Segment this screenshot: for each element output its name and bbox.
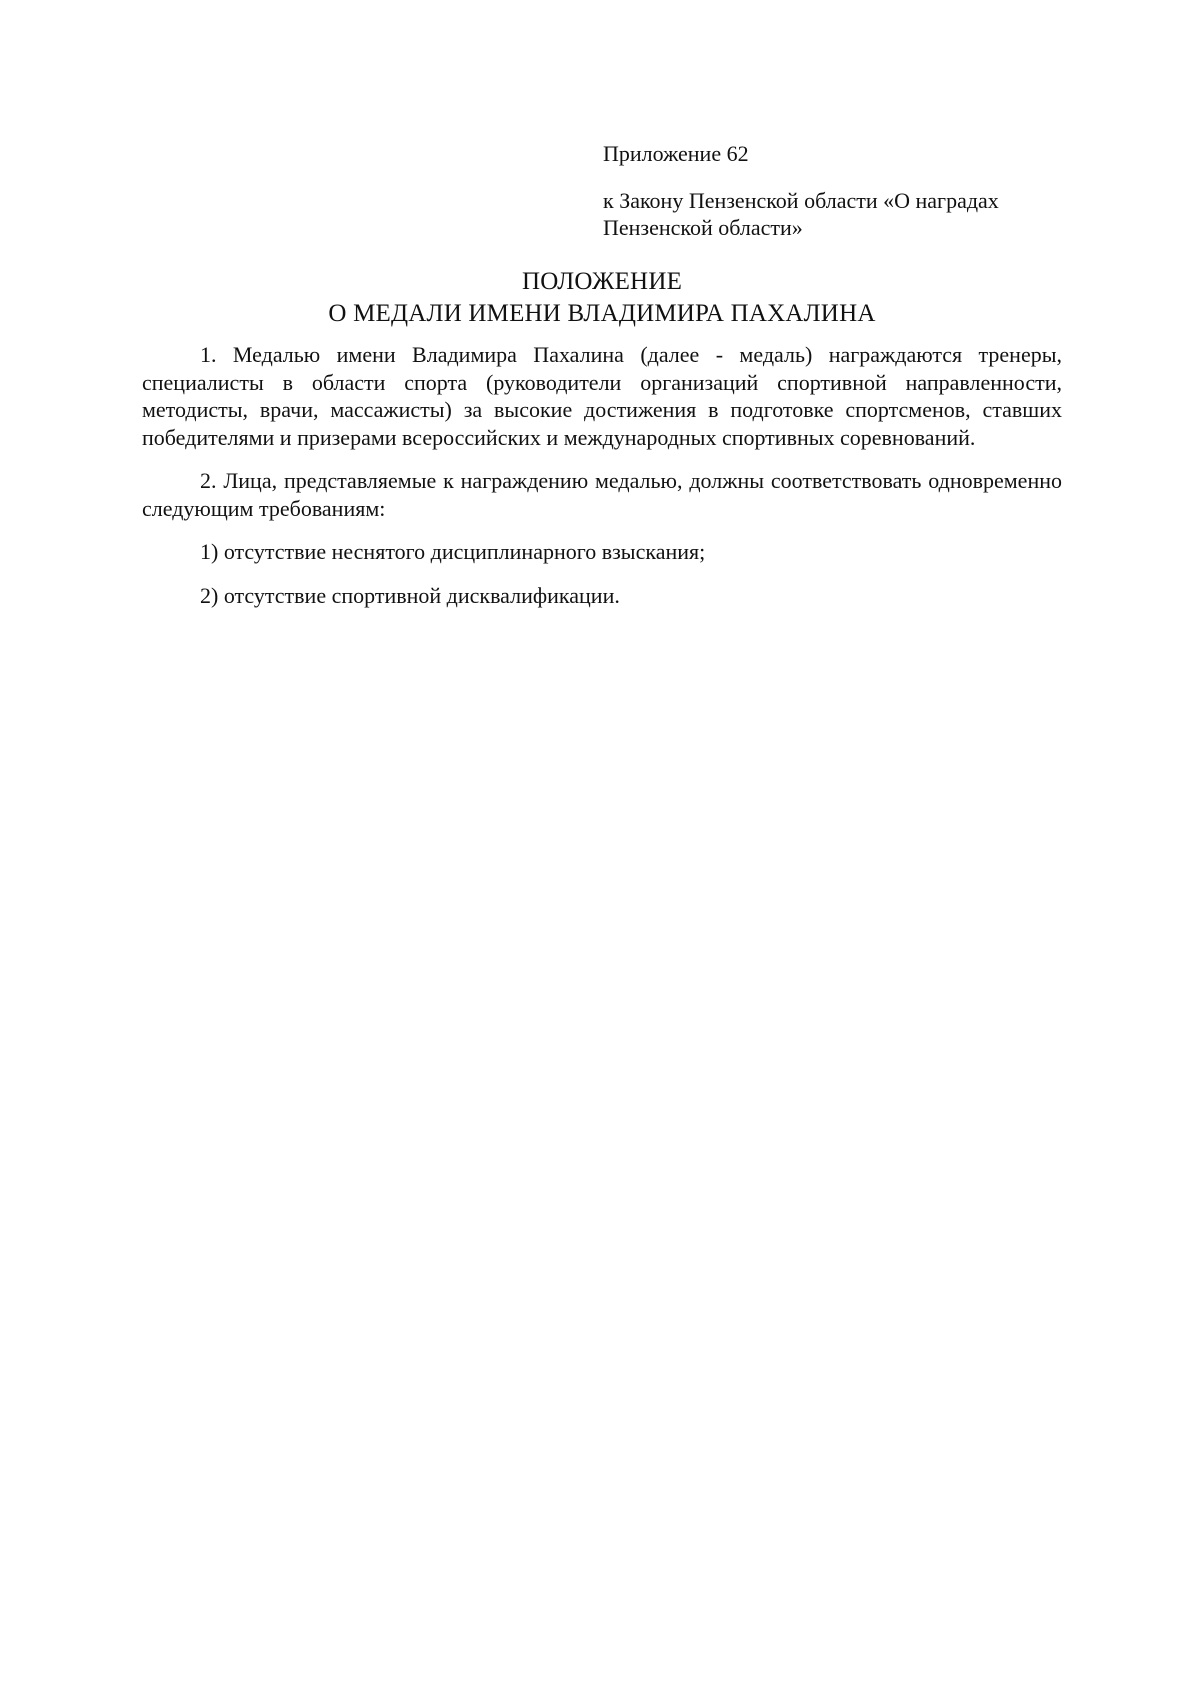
list-item-1: 1) отсутствие неснятого дисциплинарного взыскания;: [200, 539, 706, 564]
annex-number: Приложение 62: [603, 141, 749, 166]
document-title: [142, 266, 1062, 330]
list-item-2: 2) отсутствие спортивной дисквалификации.: [200, 582, 620, 608]
title-line-2: О МЕДАЛИ ИМЕНИ ВЛАДИМИРА ПАХАЛИНА: [328, 300, 876, 327]
paragraph-1: 1. Медалью имени Владимира Пахалина (далее - медаль) награждаются тренеры, специалисты в области спорта (руководители организаций спортивной направленности, методисты, врачи, массажисты) за высокие достижения в подготовке спортсменов, ставших победителями и призерами всероссийских и международных спортивных соревнований.: [142, 342, 1062, 450]
title-line-1: ПОЛОЖЕНИЕ: [521, 268, 683, 295]
annex-header: [603, 140, 1063, 241]
document-body: [142, 341, 1062, 621]
annex-law-reference: к Закону Пензенской области «О наградах Пензенской области»: [603, 188, 999, 240]
paragraph-2: 2. Лица, представляемые к награждению медалью, должны соответствовать одновременно следующим требованиям:: [142, 468, 1062, 521]
